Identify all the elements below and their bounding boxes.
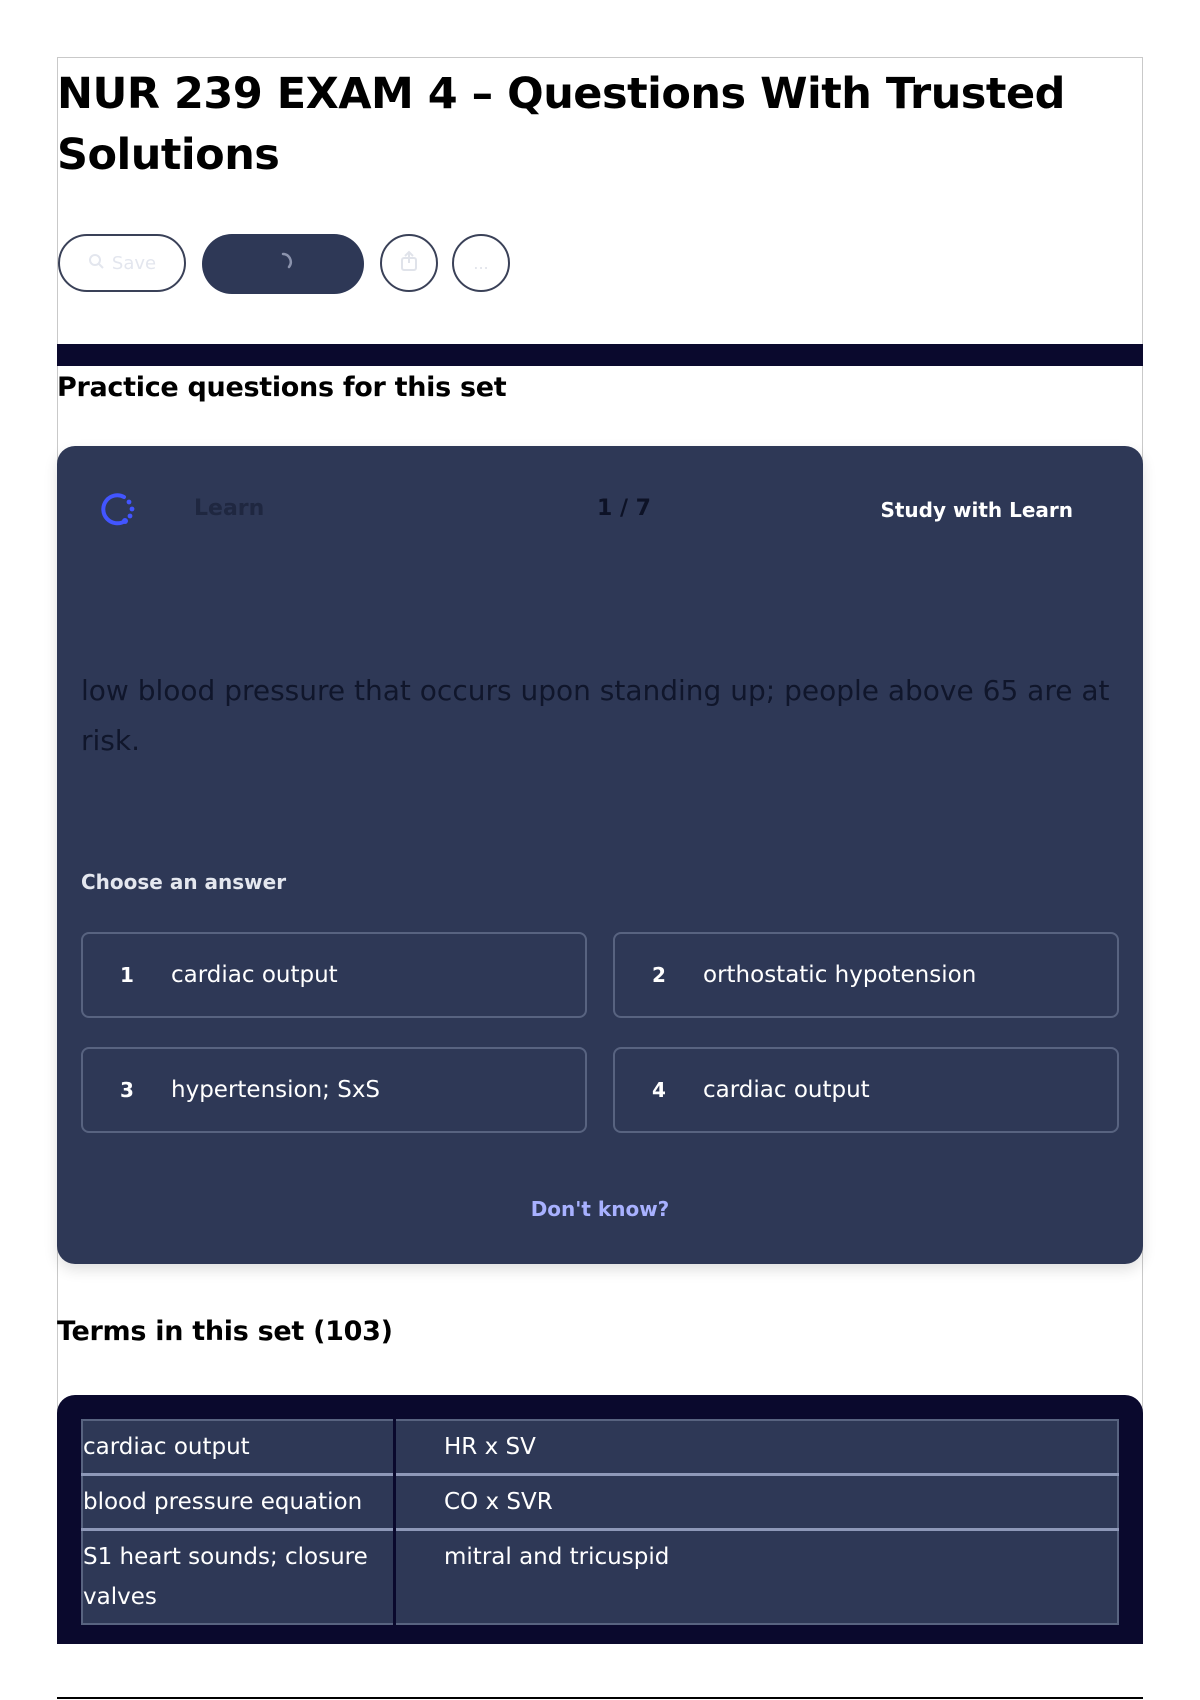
terms-heading: Terms in this set (103)	[57, 1316, 393, 1347]
learn-icon	[97, 489, 137, 529]
term-cell: S1 heart sounds; closure valves	[82, 1530, 395, 1625]
page-bottom-rule	[57, 1697, 1143, 1699]
table-row	[82, 1530, 1118, 1625]
question-text: low blood pressure that occurs upon standing up; people above 65 are at risk.	[81, 674, 1110, 757]
share-button[interactable]	[380, 234, 438, 292]
table-row	[82, 1420, 1118, 1475]
option-text: cardiac output	[703, 1077, 870, 1103]
term-cell: blood pressure equation	[82, 1475, 395, 1530]
section-divider	[57, 344, 1143, 366]
definition-cell: mitral and tricuspid	[444, 1544, 670, 1570]
study-with-learn-link[interactable]: Study with Learn	[880, 498, 1073, 522]
loading-button[interactable]	[202, 234, 364, 294]
answer-option-1[interactable]	[81, 932, 587, 1018]
option-number: 2	[652, 963, 666, 987]
option-number: 4	[652, 1078, 666, 1102]
question-counter: 1 / 7	[597, 496, 651, 521]
option-text: hypertension; SxS	[171, 1077, 381, 1103]
definition-cell: HR x SV	[444, 1434, 536, 1460]
option-text: cardiac output	[171, 962, 338, 988]
search-icon	[88, 253, 104, 274]
spinner-icon	[272, 251, 294, 277]
learn-header	[97, 484, 1103, 534]
share-icon	[397, 249, 421, 277]
save-label: Save	[111, 252, 157, 274]
table-row	[82, 1475, 1118, 1530]
practice-heading: Practice questions for this set	[57, 372, 507, 403]
dont-know-link[interactable]: Don't know?	[530, 1197, 670, 1221]
page-title: NUR 239 EXAM 4 – Questions With Trusted Solutions	[57, 69, 1065, 180]
definition-cell: CO x SVR	[444, 1489, 553, 1515]
option-number: 1	[120, 963, 134, 987]
answer-option-4[interactable]	[613, 1047, 1119, 1133]
answer-option-3[interactable]	[81, 1047, 587, 1133]
term-cell: cardiac output	[82, 1420, 395, 1475]
terms-table	[81, 1419, 1119, 1625]
option-number: 3	[120, 1078, 134, 1102]
learn-card	[57, 446, 1143, 1264]
learn-label: Learn	[194, 496, 265, 521]
answer-option-2[interactable]	[613, 932, 1119, 1018]
more-icon: ...	[473, 253, 489, 273]
save-button[interactable]	[58, 234, 186, 292]
choose-answer-label: Choose an answer	[81, 870, 287, 894]
option-text: orthostatic hypotension	[703, 962, 977, 988]
terms-card	[57, 1395, 1143, 1644]
more-button[interactable]	[452, 234, 510, 292]
